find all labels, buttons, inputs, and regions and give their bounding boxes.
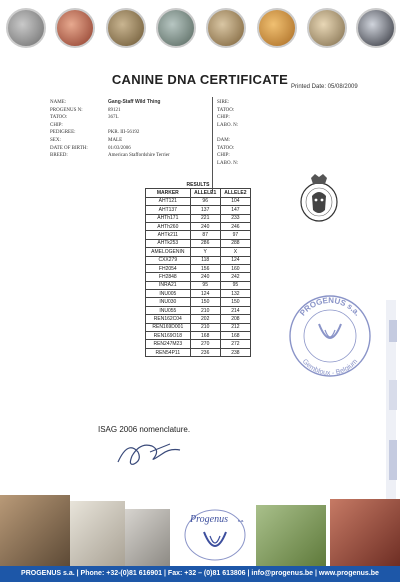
- svg-text:PROGENUS s.a.: [298, 296, 362, 318]
- parent-info-labels: [217, 99, 238, 167]
- table-row: [146, 222, 251, 230]
- allele2-cell: 104: [220, 197, 250, 205]
- marker-cell: REN169D001: [146, 323, 191, 331]
- footer-bar: PROGENUS s.a. | Phone: +32-(0)81 616901 | Fax: +32 – (0)81 613806 | info@progenus.be | www.progenus.be: [0, 566, 400, 582]
- allele2-cell: 150: [220, 298, 250, 306]
- bottom-photo: [256, 505, 326, 566]
- table-row: [146, 273, 251, 281]
- marker-cell: AMELOGENIN: [146, 248, 191, 256]
- parent-field-label: TATOO:: [217, 145, 235, 151]
- marker-cell: AHT121: [146, 197, 191, 205]
- marker-cell: AHTk211: [146, 231, 191, 239]
- progenus-logo-icon: [176, 502, 254, 564]
- dog-field-value: [108, 122, 170, 130]
- marker-cell: INU030: [146, 298, 191, 306]
- dog-field-label: DATE OF BIRTH:: [50, 145, 88, 151]
- parent-field-label: DAM:: [217, 137, 231, 143]
- allele1-cell: 137: [190, 206, 220, 214]
- marker-cell: REN169O18: [146, 332, 191, 340]
- table-row: [146, 248, 251, 256]
- results-header-row: [146, 189, 251, 197]
- column-header: ALLELE2: [220, 189, 250, 197]
- top-photo-strip: [0, 8, 400, 54]
- allele2-cell: 214: [220, 306, 250, 314]
- dog-field-value: American Staffordshire Terrier: [108, 153, 170, 159]
- allele1-cell: 95: [190, 281, 220, 289]
- bottom-photo: [330, 499, 400, 566]
- marker-cell: INU055: [146, 306, 191, 314]
- marker-cell: FH2054: [146, 264, 191, 272]
- allele2-cell: 147: [220, 206, 250, 214]
- marker-cell: AHTk253: [146, 239, 191, 247]
- dog-field-label: NAME:: [50, 100, 67, 105]
- dog-field-label: CHIP:: [50, 122, 63, 128]
- animal-photo-circle: [206, 8, 246, 48]
- bottom-photo: [0, 495, 70, 566]
- table-row: [146, 197, 251, 205]
- parent-field-label: CHIP:: [217, 153, 230, 159]
- allele2-cell: 208: [220, 315, 250, 323]
- dog-field-label: PROGENUS N:: [50, 107, 83, 113]
- dog-name-value: Gang-Staff Wild Thing: [108, 99, 161, 105]
- marker-cell: REN162C04: [146, 315, 191, 323]
- allele2-cell: 97: [220, 231, 250, 239]
- crest-icon: [297, 172, 341, 224]
- table-row: [146, 290, 251, 298]
- parent-field-label: LABO. N:: [217, 122, 239, 128]
- marker-cell: AHTh260: [146, 222, 191, 230]
- parent-field-label: TATOO:: [217, 107, 235, 113]
- dog-field-label: SEX:: [50, 137, 61, 143]
- marker-cell: AHT137: [146, 206, 191, 214]
- allele1-cell: 156: [190, 264, 220, 272]
- parent-field-label: SIRE:: [217, 100, 230, 105]
- marker-cell: CXX279: [146, 256, 191, 264]
- parent-field-label: LABO. N:: [217, 160, 239, 166]
- allele1-cell: 240: [190, 273, 220, 281]
- allele2-cell: 168: [220, 332, 250, 340]
- dog-field-label: PEDIGREE:: [50, 130, 76, 136]
- table-row: [146, 348, 251, 356]
- dog-field-value: 01/03/2006: [108, 145, 131, 151]
- table-row: [146, 340, 251, 348]
- column-header: MARKER: [146, 189, 191, 197]
- table-row: [146, 239, 251, 247]
- bottom-photo: [125, 509, 170, 566]
- allele2-cell: 95: [220, 281, 250, 289]
- stamp-seal-icon: [287, 290, 373, 380]
- allele1-cell: 236: [190, 348, 220, 356]
- allele2-cell: 242: [220, 273, 250, 281]
- marker-cell: INU005: [146, 290, 191, 298]
- marker-cell: REN247M23: [146, 340, 191, 348]
- allele1-cell: 96: [190, 197, 220, 205]
- allele2-cell: 124: [220, 256, 250, 264]
- printed-date: Printed Date: 05/08/2009: [291, 84, 358, 90]
- marker-cell: FH2848: [146, 273, 191, 281]
- allele2-cell: 272: [220, 340, 250, 348]
- allele2-cell: 160: [220, 264, 250, 272]
- dog-field-label: TATOO:: [50, 115, 68, 121]
- table-row: [146, 281, 251, 289]
- allele2-cell: X: [220, 248, 250, 256]
- allele1-cell: 118: [190, 256, 220, 264]
- info-divider: [212, 97, 213, 192]
- marker-cell: AHTh171: [146, 214, 191, 222]
- signature-icon: [110, 432, 220, 472]
- decorative-strip: [380, 300, 400, 500]
- table-row: [146, 315, 251, 323]
- results-table: [145, 181, 251, 357]
- allele1-cell: 210: [190, 323, 220, 331]
- animal-photo-circle: [106, 8, 146, 48]
- animal-photo-circle: [257, 8, 297, 48]
- stamp-bottom-text: Gembloux - Belgium: [300, 358, 360, 378]
- allele1-cell: 240: [190, 222, 220, 230]
- table-row: [146, 214, 251, 222]
- allele2-cell: 288: [220, 239, 250, 247]
- allele1-cell: 150: [190, 298, 220, 306]
- dog-info-values: [108, 99, 170, 160]
- allele1-cell: 168: [190, 332, 220, 340]
- allele1-cell: 270: [190, 340, 220, 348]
- allele1-cell: 124: [190, 290, 220, 298]
- table-row: [146, 264, 251, 272]
- allele1-cell: 286: [190, 239, 220, 247]
- dog-field-value: PKR. III-56192: [108, 130, 140, 136]
- allele1-cell: Y: [190, 248, 220, 256]
- table-row: [146, 323, 251, 331]
- animal-photo-circle: [356, 8, 396, 48]
- allele1-cell: 202: [190, 315, 220, 323]
- svg-text:Gembloux - Belgium: [301, 358, 359, 377]
- allele2-cell: 132: [220, 290, 250, 298]
- animal-photo-circle: [156, 8, 196, 48]
- column-header: ALLELE1: [190, 189, 220, 197]
- allele2-cell: 238: [220, 348, 250, 356]
- nomenclature-note: ISAG 2006 nomenclature.: [98, 425, 191, 434]
- allele1-cell: 87: [190, 231, 220, 239]
- animal-photo-circle: [55, 8, 95, 48]
- table-row: [146, 306, 251, 314]
- dog-field-value: 367L: [108, 115, 119, 121]
- table-row: [146, 231, 251, 239]
- marker-cell: INRA21: [146, 281, 191, 289]
- logo-text: Progenus: [190, 514, 228, 525]
- allele2-cell: 212: [220, 323, 250, 331]
- dog-field-label: BREED:: [50, 153, 68, 159]
- stamp-top-text: PROGENUS s.a.: [298, 295, 363, 318]
- animal-photo-circle: [307, 8, 347, 48]
- table-row: [146, 332, 251, 340]
- table-row: [146, 298, 251, 306]
- animal-photo-circle: [6, 8, 46, 48]
- dog-field-value: 89121: [108, 107, 121, 113]
- allele2-cell: 246: [220, 222, 250, 230]
- dog-field-value: MALE: [108, 137, 123, 143]
- allele1-cell: 210: [190, 306, 220, 314]
- marker-cell: REN54P11: [146, 348, 191, 356]
- table-row: [146, 256, 251, 264]
- table-row: [146, 206, 251, 214]
- allele1-cell: 221: [190, 214, 220, 222]
- dog-info-labels: [50, 99, 88, 160]
- parent-field-label: CHIP:: [217, 115, 230, 121]
- logo-suffix: s.a.: [237, 518, 245, 523]
- bottom-photo: [70, 501, 125, 566]
- results-title: RESULTS: [146, 181, 251, 189]
- page-title: CANINE DNA CERTIFICATE: [111, 72, 289, 87]
- allele2-cell: 233: [220, 214, 250, 222]
- parent-field-label: [217, 129, 238, 137]
